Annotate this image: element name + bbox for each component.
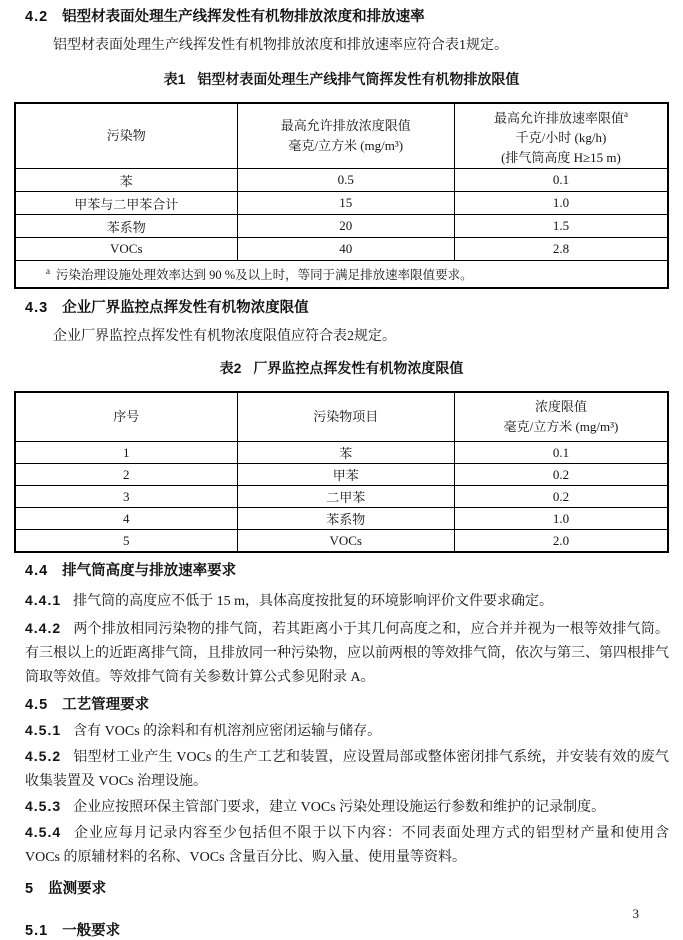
section-title: 排气筒高度与排放速率要求	[62, 563, 237, 580]
table-row	[15, 215, 668, 238]
table1-label: 表1	[163, 71, 186, 87]
table-cell: 二甲苯	[237, 486, 454, 508]
header-line: 浓度限值	[534, 399, 587, 415]
header-line: 最高允许排放浓度限值	[280, 118, 411, 134]
header-line: (排气筒高度 H≥15 m)	[501, 150, 621, 166]
table1-header-rate-limit	[454, 103, 668, 169]
section-number: 5.1	[25, 923, 49, 940]
clause-text: 排气筒的高度应不低于 15 m，具体高度按批复的环境影响评价文件要求确定。	[73, 594, 554, 610]
section-title: 一般要求	[62, 923, 121, 940]
section-number: 4.4	[25, 563, 49, 580]
table-cell: 甲苯	[237, 464, 454, 486]
section-heading-4-3	[25, 299, 669, 317]
table2-title: 厂界监控点挥发性有机物浓度限值	[253, 360, 464, 377]
section-title: 工艺管理要求	[62, 697, 150, 714]
clause-number: 4.5.1	[25, 722, 62, 739]
section-number: 4.2	[25, 9, 49, 25]
section-heading-4-2	[25, 8, 669, 26]
table-cell: 1.5	[454, 215, 668, 238]
table2-header-pollutant: 污染物项目	[237, 392, 454, 442]
table-cell: 1.0	[454, 508, 668, 530]
table-cell: VOCs	[237, 530, 454, 553]
table-cell: 0.2	[454, 486, 668, 508]
table-row	[15, 464, 668, 486]
table-cell: 1	[15, 442, 237, 464]
table-row	[15, 486, 668, 508]
section-number: 4.5	[25, 697, 49, 714]
section-title: 铝型材表面处理生产线挥发性有机物排放浓度和排放速率	[62, 9, 425, 25]
section-heading-5-1	[25, 922, 669, 940]
clause-number: 4.5.2	[25, 748, 62, 765]
table1	[14, 102, 669, 289]
table1-footnote: $^a$ 污染治理设施处理效率达到 90 %及以上时，等同于满足排放速率限值要求。	[15, 261, 668, 289]
table-cell: 0.2	[454, 464, 668, 486]
table-cell: 20	[237, 215, 454, 238]
clause-text: 企业应按照环保主管部门要求，建立 VOCs 污染处理设施运行参数和维护的记录制度。	[73, 800, 606, 816]
table1-title: 铝型材表面处理生产线排气筒挥发性有机物排放限值	[197, 71, 520, 87]
table2-label: 表2	[219, 360, 242, 377]
table-cell: 1.0	[454, 192, 668, 215]
clause-text: 两个排放相同污染物的排气筒，若其距离小于其几何高度之和，应合并并视为一根等效排气筒。有三根以上的近距离排气筒，且排放同一种污染物，应以前两根的等效排气筒，依次与第三、第四根排气筒取等效值。等效排气筒有关参数计算公式参见附录 A。	[25, 622, 669, 686]
table-cell: 苯系物	[15, 215, 237, 238]
clause-4-4-2	[25, 616, 669, 690]
table-cell: 0.1	[454, 169, 668, 192]
table-cell: 0.1	[454, 442, 668, 464]
clause-4-4-1	[25, 588, 669, 614]
table-cell: 2	[15, 464, 237, 486]
table-cell: 甲苯与二甲苯合计	[15, 192, 237, 215]
clause-text: 含有 VOCs 的涂料和有机溶剂应密闭运输与储存。	[73, 724, 382, 740]
footnote-marker: a	[46, 266, 50, 277]
table-row	[15, 508, 668, 530]
clause-number: 4.4.1	[25, 592, 62, 609]
table2	[14, 391, 669, 553]
table-cell: 0.5	[237, 169, 454, 192]
clause-text: 铝型材工业产生 VOCs 的生产工艺和装置，应设置局部或整体密闭排气系统，并安装有效的废气收集装置及 VOCs 治理设施。	[25, 750, 669, 790]
table-cell: 3	[15, 486, 237, 508]
table-cell: 5	[15, 530, 237, 553]
table-row	[15, 442, 668, 464]
table-cell: 4	[15, 508, 237, 530]
table1-header-concentration-limit	[237, 103, 454, 169]
section-heading-5	[25, 880, 669, 898]
table-cell: 15	[237, 192, 454, 215]
clause-number: 4.5.3	[25, 798, 62, 815]
table-row	[15, 192, 668, 215]
table-cell: 苯	[237, 442, 454, 464]
header-line: 毫克/立方米 (mg/m³)	[503, 419, 619, 435]
table-cell: 苯系物	[237, 508, 454, 530]
table-cell: 40	[237, 238, 454, 261]
table1-caption	[14, 70, 669, 88]
clause-4-5-2	[25, 744, 669, 794]
paragraph-4-2: 铝型材表面处理生产线挥发性有机物排放浓度和排放速率应符合表1规定。	[53, 38, 508, 53]
table1-header-row	[15, 103, 668, 169]
table-cell: VOCs	[15, 238, 237, 261]
section-heading-4-4	[25, 562, 669, 580]
clause-number: 4.4.2	[25, 620, 62, 637]
section-number: 4.3	[25, 300, 49, 317]
clause-4-5-1	[25, 718, 669, 744]
table-row	[15, 169, 668, 192]
section-heading-4-5	[25, 696, 669, 714]
table2-header-index: 序号	[15, 392, 237, 442]
clause-4-5-3	[25, 794, 669, 820]
table1-header-pollutant: 污染物	[15, 103, 237, 169]
page-number: 3	[632, 906, 639, 921]
footnote-marker: a	[623, 109, 628, 119]
table-row	[15, 530, 668, 553]
table2-caption	[14, 359, 669, 377]
clause-number: 4.5.4	[25, 824, 62, 841]
header-line: 最高允许排放速率限值$^a$	[493, 109, 628, 126]
header-line: 千克/小时 (kg/h)	[515, 130, 607, 146]
clause-4-5-4	[25, 820, 669, 870]
table2-header-row	[15, 392, 668, 442]
table-cell: 2.0	[454, 530, 668, 553]
table-cell: 苯	[15, 169, 237, 192]
header-line: 毫克/立方米 (mg/m³)	[288, 138, 404, 154]
section-title: 企业厂界监控点挥发性有机物浓度限值	[62, 300, 309, 317]
section-number: 5	[25, 881, 35, 898]
table-row	[15, 238, 668, 261]
section-title: 监测要求	[48, 881, 107, 898]
table1-footnote-row	[15, 261, 668, 289]
clause-text: 企业应每月记录内容至少包括但不限于以下内容：不同表面处理方式的铝型材产量和使用含 VOCs 的原辅材料的名称、VOCs 含量百分比、购入量、使用量等资料。	[25, 826, 669, 866]
paragraph-4-3: 企业厂界监控点挥发性有机物浓度限值应符合表2规定。	[53, 329, 396, 345]
table-cell: 2.8	[454, 238, 668, 261]
table2-header-limit	[454, 392, 668, 442]
